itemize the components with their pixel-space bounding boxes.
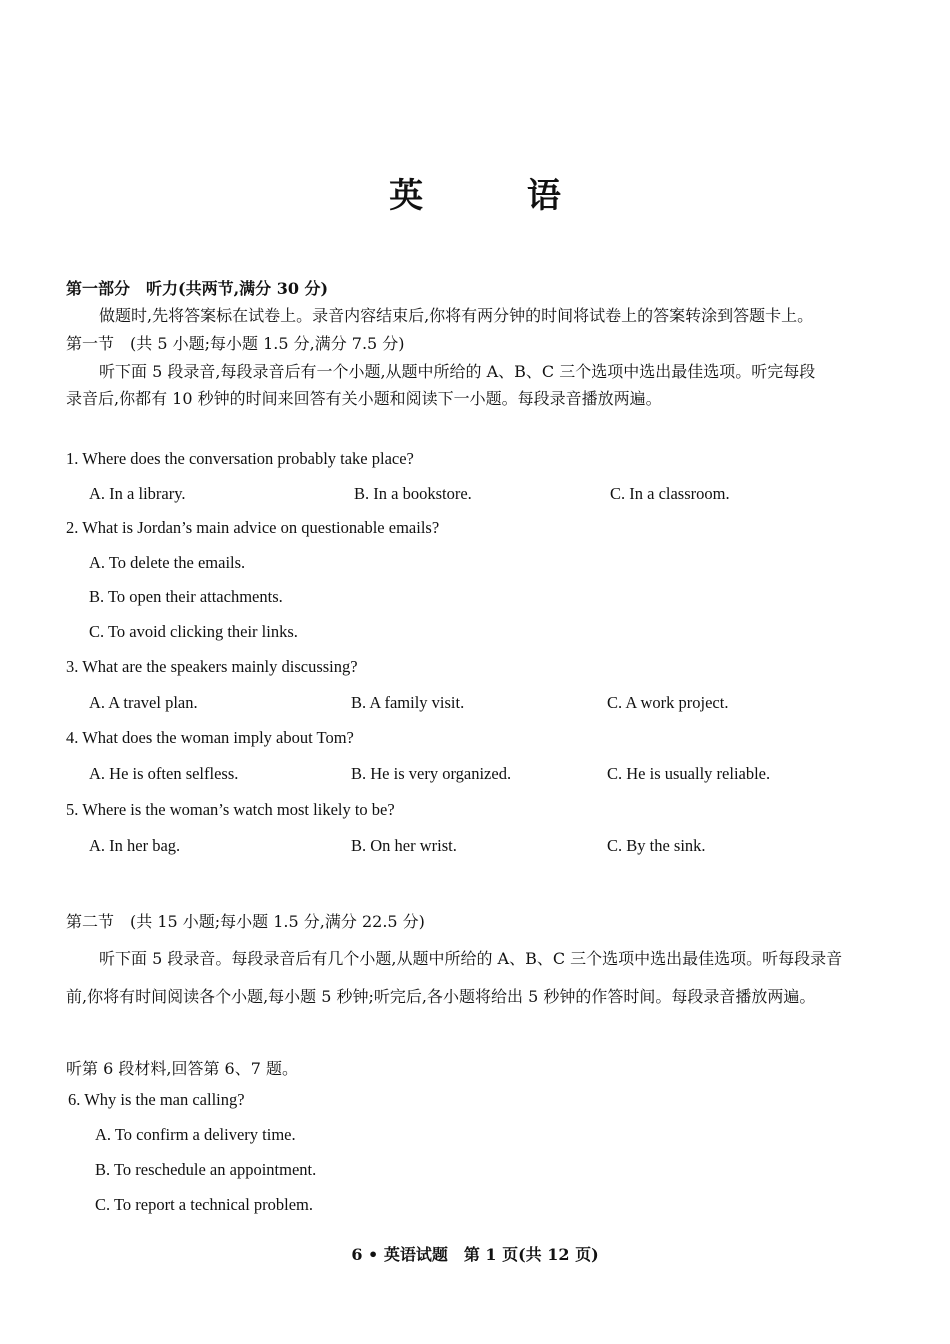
section2-heading: 第二节 (共 15 小题;每小题 1.5 分,满分 22.5 分): [66, 912, 425, 931]
question-5: 5. Where is the woman’s watch most likely to be?: [66, 800, 395, 819]
q5-option-c: C. By the sink.: [607, 836, 706, 855]
question-1: 1. Where does the conversation probably take place?: [66, 449, 414, 468]
q4-option-a: A. He is often selfless.: [89, 764, 239, 783]
page-title: 英 语: [389, 176, 607, 216]
page-footer: 6 • 英语试题 第 1 页(共 12 页): [351, 1245, 599, 1264]
section1-instruction-line1: 听下面 5 段录音,每段录音后有一个小题,从题中所给的 A、B、C 三个选项中选出最佳选项。听完每段: [99, 362, 816, 381]
q1-option-b: B. In a bookstore.: [354, 484, 472, 503]
part1-heading: 第一部分 听力(共两节,满分 30 分): [66, 279, 329, 298]
q5-option-b: B. On her wrist.: [351, 836, 457, 855]
section1-heading: 第一节 (共 5 小题;每小题 1.5 分,满分 7.5 分): [66, 334, 405, 353]
q5-option-a: A. In her bag.: [89, 836, 181, 855]
q2-option-a: A. To delete the emails.: [89, 553, 246, 572]
section2-instruction-line2: 前,你将有时间阅读各个小题,每小题 5 秒钟;听完后,各小题将给出 5 秒钟的作答时间。每段录音播放两遍。: [66, 987, 816, 1006]
question-3: 3. What are the speakers mainly discussing?: [66, 657, 358, 676]
part1-instruction: 做题时,先将答案标在试卷上。录音内容结束后,你将有两分钟的时间将试卷上的答案转涂到答题卡上。: [99, 306, 814, 325]
q6-option-c: C. To report a technical problem.: [95, 1195, 314, 1214]
material-note: 听第 6 段材料,回答第 6、7 题。: [66, 1059, 298, 1078]
question-4: 4. What does the woman imply about Tom?: [66, 728, 354, 747]
question-6: 6. Why is the man calling?: [68, 1090, 245, 1109]
q1-option-a: A. In a library.: [89, 484, 186, 503]
q3-option-a: A. A travel plan.: [89, 693, 198, 712]
q3-option-c: C. A work project.: [607, 693, 729, 712]
q2-option-c: C. To avoid clicking their links.: [89, 622, 298, 641]
q3-option-b: B. A family visit.: [351, 693, 465, 712]
question-2: 2. What is Jordan’s main advice on questionable emails?: [66, 518, 440, 537]
q1-option-c: C. In a classroom.: [610, 484, 730, 503]
q4-option-c: C. He is usually reliable.: [607, 764, 771, 783]
section2-instruction-line1: 听下面 5 段录音。每段录音后有几个小题,从题中所给的 A、B、C 三个选项中选出最佳选项。听每段录音: [99, 949, 843, 968]
q6-option-a: A. To confirm a delivery time.: [95, 1125, 296, 1144]
q6-option-b: B. To reschedule an appointment.: [95, 1160, 317, 1179]
section1-instruction-line2: 录音后,你都有 10 秒钟的时间来回答有关小题和阅读下一小题。每段录音播放两遍。: [66, 389, 662, 408]
q4-option-b: B. He is very organized.: [351, 764, 512, 783]
q2-option-b: B. To open their attachments.: [89, 587, 283, 606]
